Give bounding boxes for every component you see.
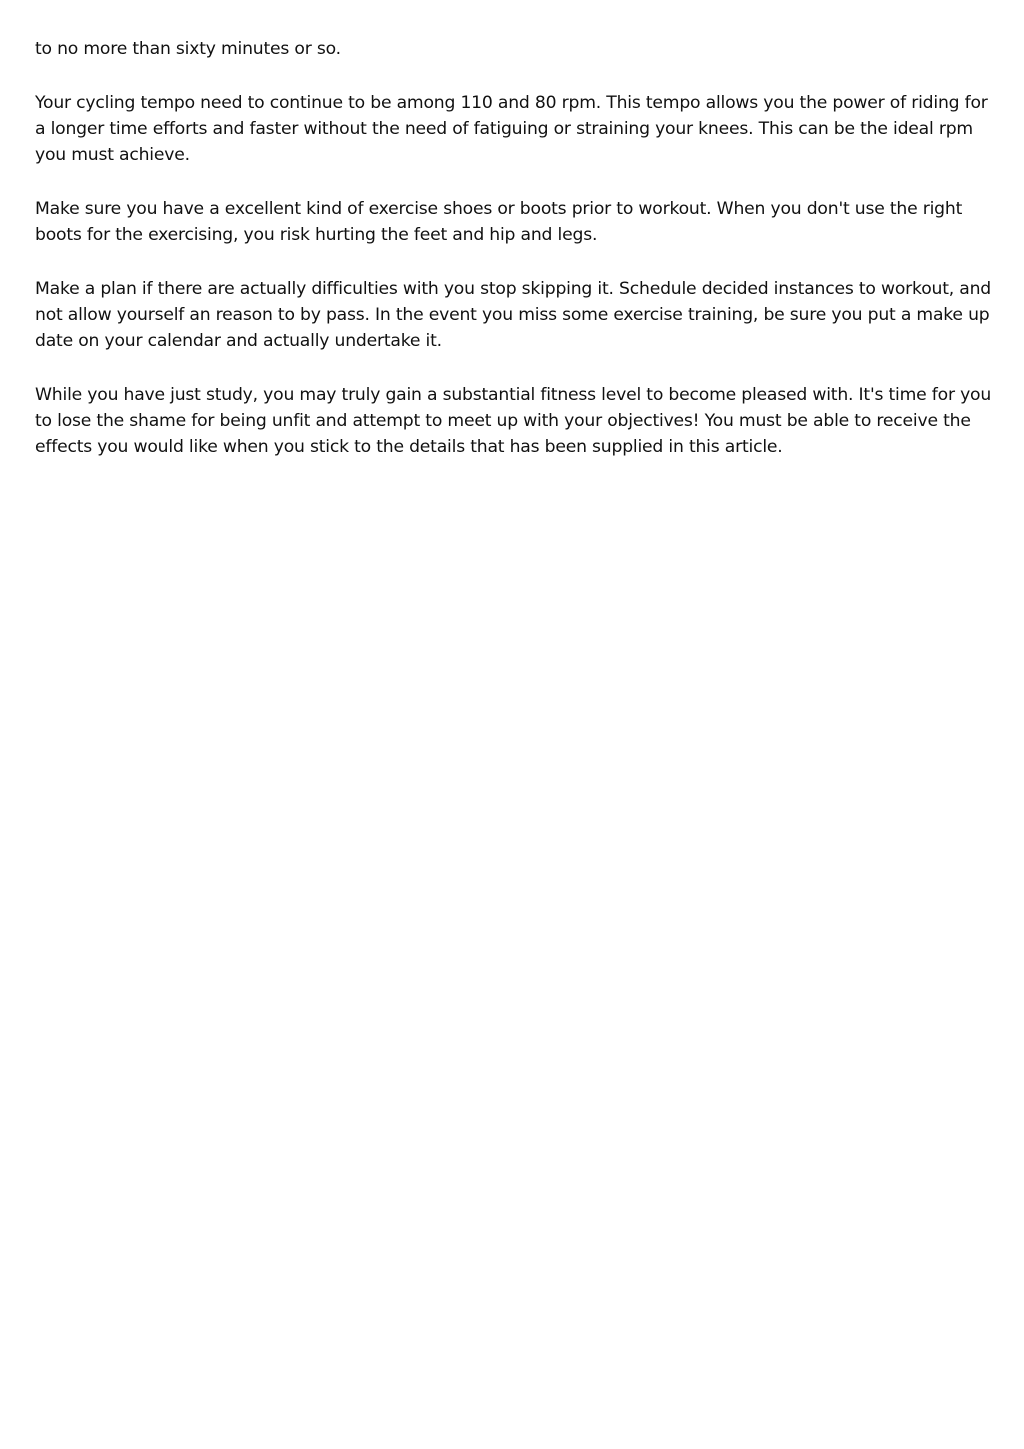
paragraph-3: Make sure you have a excellent kind of exercise shoes or boots prior to workout. When you don't use the right boots for the exercising, you risk hurting the feet and hip and legs. (35, 199, 963, 245)
paragraph-2: Your cycling tempo need to continue to be among 110 and 80 rpm. This tempo allows you the power of riding for a longer time efforts and faster without the need of fatiguing or straining your knees. This can be the ideal rpm you must achieve. (35, 93, 988, 165)
paragraph-1: to no more than sixty minutes or so. (35, 39, 341, 59)
paragraph-4: Make a plan if there are actually difficulties with you stop skipping it. Schedule decided instances to workout, and not allow yourself an reason to by pass. In the event you miss some exercise training, be sure you put a make up date on your calendar and actually undertake it. (35, 279, 991, 351)
paragraph-5: While you have just study, you may truly gain a substantial fitness level to become pleased with. It's time for you to lose the shame for being unfit and attempt to meet up with your objectives! You must be able to receive the effects you would like when you stick to the details that has been supplied in this article. (35, 385, 992, 457)
document-page (35, 36, 995, 488)
